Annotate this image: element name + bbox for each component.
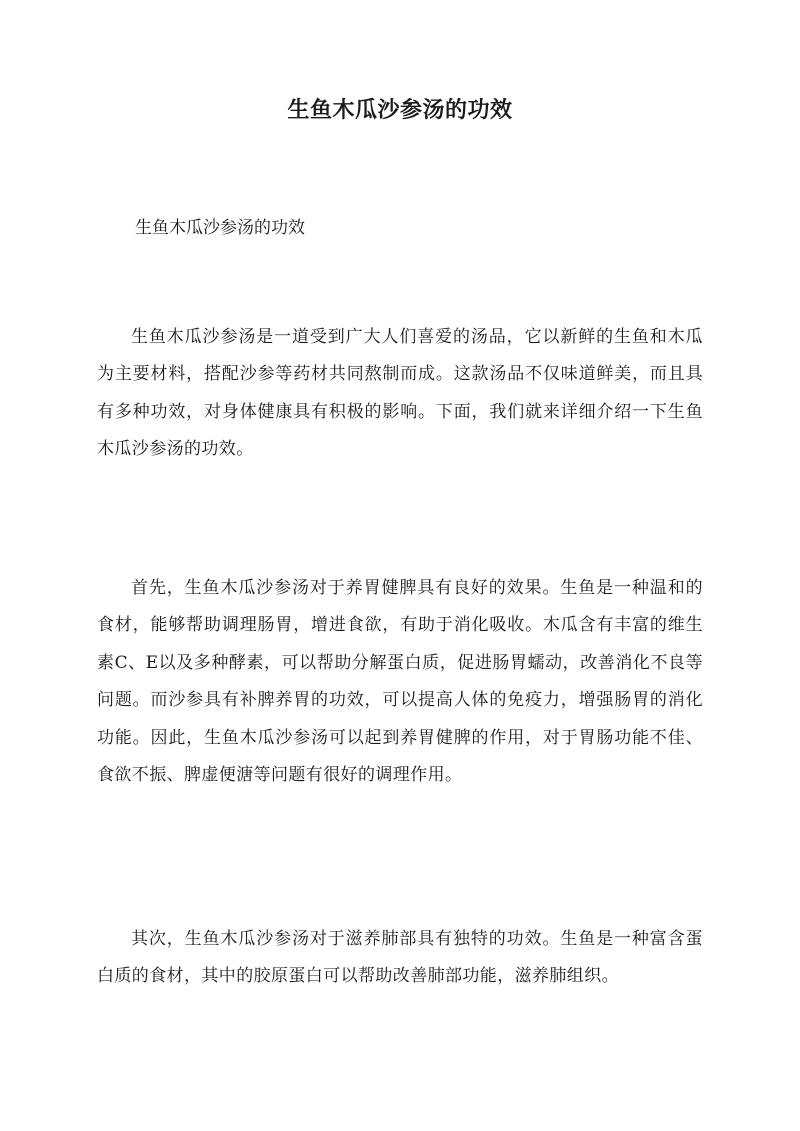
document-subtitle: 生鱼木瓜沙参汤的功效 — [135, 218, 305, 238]
paragraph-text: 首先，生鱼木瓜沙参汤对于养胃健脾具有良好的效果。生鱼是一种温和的食材，能够帮助调理肠胃，增进食欲，有助于消化吸收。木瓜含有丰富的维生素C、E以及多种酵素，可以帮助分解蛋白质，促进肠胃蠕动，改善消化不良等问题。而沙参具有补脾养胃的功效，可以提高人体的免疫力，增强肠胃的消化功能。因此，生鱼木瓜沙参汤可以起到养胃健脾的作用，对于胃肠功能不佳、食欲不振、脾虚便溏等问题有很好的调理作用。 — [97, 578, 703, 786]
paragraph-lung — [97, 921, 703, 996]
paragraph-stomach — [97, 570, 703, 794]
document-title: 生鱼木瓜沙参汤的功效 — [287, 97, 513, 123]
paragraph-intro — [97, 319, 703, 469]
paragraph-text: 生鱼木瓜沙参汤是一道受到广大人们喜爱的汤品，它以新鲜的生鱼和木瓜为主要材料，搭配沙参等药材共同熬制而成。这款汤品不仅味道鲜美，而且具有多种功效，对身体健康具有积极的影响。下面，我们就来详细介绍一下生鱼木瓜沙参汤的功效。 — [97, 327, 703, 460]
paragraph-text: 其次，生鱼木瓜沙参汤对于滋养肺部具有独特的功效。生鱼是一种富含蛋白质的食材，其中的胶原蛋白可以帮助改善肺部功能，滋养肺组织。 — [97, 929, 703, 987]
